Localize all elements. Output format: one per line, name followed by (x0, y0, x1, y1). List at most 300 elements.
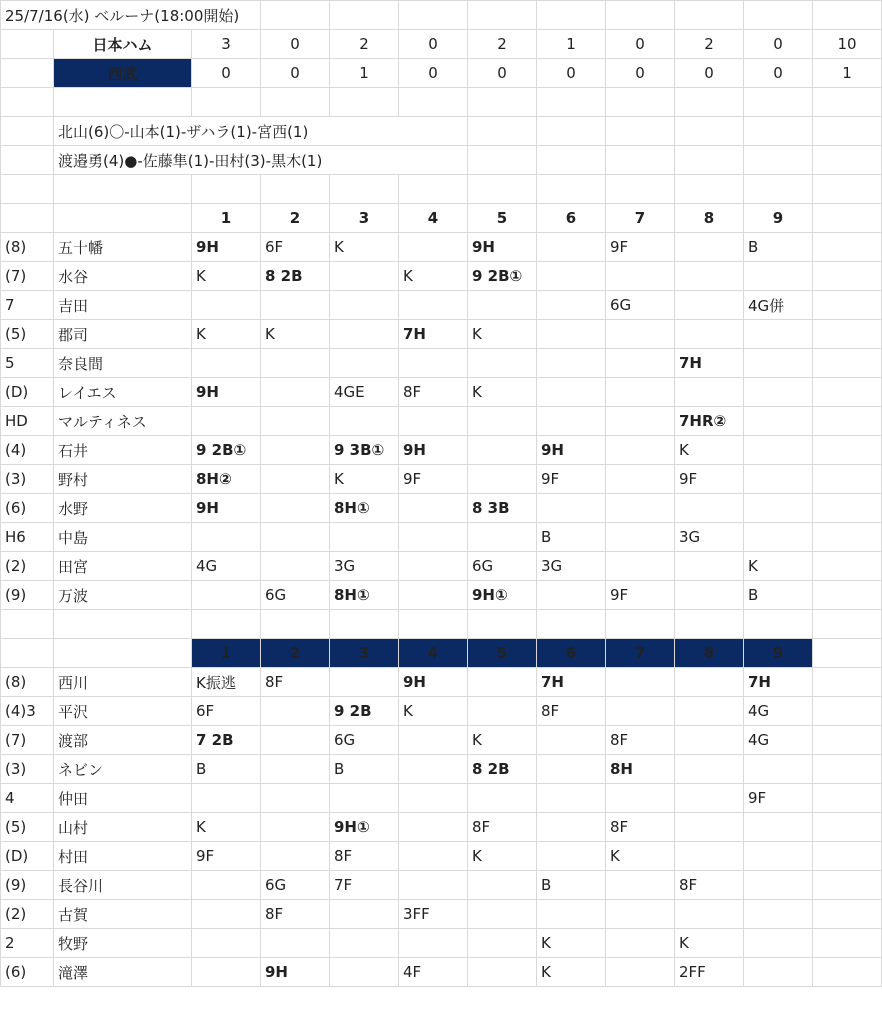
inning-number: 9 (744, 204, 813, 233)
empty-cell (813, 175, 882, 204)
inning-header-row (1, 639, 882, 668)
batter-row (1, 436, 882, 465)
at-bat-result (606, 900, 675, 929)
at-bat-result: 8F (261, 900, 330, 929)
at-bat-hit: 9 2B① (468, 262, 537, 291)
at-bat-result (537, 291, 606, 320)
at-bat-result (261, 755, 330, 784)
inning-number: 9 (744, 639, 813, 668)
batter-name: ネビン (54, 755, 192, 784)
at-bat-result (537, 813, 606, 842)
at-bat-result (192, 784, 261, 813)
at-bat-result (192, 958, 261, 987)
batter-position: (2) (1, 552, 54, 581)
batter-name: 山村 (54, 813, 192, 842)
at-bat-result: K (468, 320, 537, 349)
batter-position: (5) (1, 320, 54, 349)
empty-cell (468, 175, 537, 204)
at-bat-result (675, 291, 744, 320)
at-bat-result (675, 552, 744, 581)
at-bat-result (606, 378, 675, 407)
empty-cell (813, 88, 882, 117)
linescore-row (1, 30, 882, 59)
at-bat-result: 6G (468, 552, 537, 581)
at-bat-result: K (468, 842, 537, 871)
batter-row (1, 523, 882, 552)
at-bat-result (468, 465, 537, 494)
at-bat-result (675, 233, 744, 262)
at-bat-result: B (744, 233, 813, 262)
empty-cell (813, 871, 882, 900)
at-bat-result (468, 929, 537, 958)
at-bat-result: K (675, 929, 744, 958)
at-bat-result (399, 494, 468, 523)
at-bat-hit: 8 2B (468, 755, 537, 784)
at-bat-result (261, 697, 330, 726)
at-bat-result (744, 929, 813, 958)
inning-number: 3 (330, 639, 399, 668)
batter-position: (6) (1, 958, 54, 987)
empty-cell (813, 262, 882, 291)
at-bat-result (468, 900, 537, 929)
batter-name: 万波 (54, 581, 192, 610)
empty-cell (261, 1, 330, 30)
empty-cell (813, 958, 882, 987)
batter-position: (5) (1, 813, 54, 842)
at-bat-result: K (192, 813, 261, 842)
at-bat-result: K (192, 320, 261, 349)
empty-cell (537, 88, 606, 117)
at-bat-result (399, 233, 468, 262)
game-title: 25/7/16(水) ベルーナ(18:00開始) (1, 1, 261, 30)
at-bat-hit: 8H② (192, 465, 261, 494)
total-runs: 10 (813, 30, 882, 59)
at-bat-hit: 9H (537, 436, 606, 465)
at-bat-result (192, 929, 261, 958)
empty-cell (399, 1, 468, 30)
at-bat-result (537, 755, 606, 784)
at-bat-result (330, 900, 399, 929)
at-bat-result: 3G (537, 552, 606, 581)
empty-cell (54, 88, 192, 117)
at-bat-result (261, 494, 330, 523)
at-bat-result (261, 465, 330, 494)
inning-number: 5 (468, 639, 537, 668)
pitchers-row (1, 146, 882, 175)
inning-runs: 0 (192, 59, 261, 88)
at-bat-result (744, 407, 813, 436)
batter-name: 郡司 (54, 320, 192, 349)
at-bat-result (192, 291, 261, 320)
batter-position: (2) (1, 900, 54, 929)
inning-runs: 0 (399, 30, 468, 59)
empty-cell (330, 88, 399, 117)
at-bat-result (399, 726, 468, 755)
at-bat-result (744, 494, 813, 523)
at-bat-result: 4G (744, 726, 813, 755)
batter-name: 古賀 (54, 900, 192, 929)
at-bat-hit: 7HR② (675, 407, 744, 436)
empty-cell (261, 175, 330, 204)
empty-cell (813, 552, 882, 581)
at-bat-hit: 8H① (330, 494, 399, 523)
at-bat-hit: 9H (261, 958, 330, 987)
at-bat-result: 6G (261, 581, 330, 610)
at-bat-result (330, 320, 399, 349)
batter-position: HD (1, 407, 54, 436)
batter-row (1, 349, 882, 378)
at-bat-result (606, 262, 675, 291)
at-bat-result (744, 842, 813, 871)
at-bat-result (468, 407, 537, 436)
at-bat-result (261, 929, 330, 958)
empty-cell (192, 610, 261, 639)
at-bat-result (261, 291, 330, 320)
at-bat-result (744, 958, 813, 987)
at-bat-result (537, 842, 606, 871)
at-bat-result (606, 958, 675, 987)
inning-number: 6 (537, 639, 606, 668)
empty-cell (813, 291, 882, 320)
at-bat-result (261, 523, 330, 552)
batter-row (1, 494, 882, 523)
at-bat-result (675, 900, 744, 929)
empty-cell (813, 407, 882, 436)
at-bat-result (537, 262, 606, 291)
at-bat-result (606, 697, 675, 726)
batter-name: 平沢 (54, 697, 192, 726)
inning-runs: 3 (192, 30, 261, 59)
at-bat-hit: 9H (192, 494, 261, 523)
at-bat-result (261, 813, 330, 842)
empty-cell (1, 146, 54, 175)
at-bat-result: 4F (399, 958, 468, 987)
empty-cell (813, 842, 882, 871)
empty-cell (813, 900, 882, 929)
at-bat-result: K振逃 (192, 668, 261, 697)
at-bat-result (261, 436, 330, 465)
empty-cell (1, 610, 54, 639)
empty-cell (813, 697, 882, 726)
batter-row (1, 407, 882, 436)
empty-cell (468, 117, 537, 146)
empty-cell (675, 1, 744, 30)
at-bat-result (537, 494, 606, 523)
inning-runs: 2 (468, 30, 537, 59)
batter-row (1, 378, 882, 407)
at-bat-result: 6G (606, 291, 675, 320)
at-bat-hit: 9H (192, 378, 261, 407)
at-bat-result: 3G (330, 552, 399, 581)
batter-row (1, 465, 882, 494)
empty-cell (813, 813, 882, 842)
batter-position: (7) (1, 726, 54, 755)
at-bat-result: 6F (261, 233, 330, 262)
at-bat-result: 9F (399, 465, 468, 494)
at-bat-result (606, 871, 675, 900)
empty-cell (606, 88, 675, 117)
at-bat-result: 6G (261, 871, 330, 900)
empty-cell (261, 610, 330, 639)
at-bat-result: 8F (261, 668, 330, 697)
at-bat-result: K (468, 726, 537, 755)
at-bat-result (675, 581, 744, 610)
inning-number: 5 (468, 204, 537, 233)
at-bat-result (606, 465, 675, 494)
inning-runs: 2 (675, 30, 744, 59)
at-bat-result: 8F (330, 842, 399, 871)
at-bat-result (468, 668, 537, 697)
at-bat-result: 9F (744, 784, 813, 813)
pitchers-away: 渡邉勇(4)●-佐藤隼(1)-田村(3)-黒木(1) (54, 146, 468, 175)
at-bat-result (330, 349, 399, 378)
batter-position: (9) (1, 871, 54, 900)
empty-cell (813, 436, 882, 465)
at-bat-result (330, 291, 399, 320)
empty-cell (744, 1, 813, 30)
batter-position: H6 (1, 523, 54, 552)
empty-cell (1, 639, 54, 668)
batter-position: (8) (1, 233, 54, 262)
at-bat-result (468, 291, 537, 320)
at-bat-result (192, 407, 261, 436)
at-bat-result (675, 697, 744, 726)
empty-cell (813, 233, 882, 262)
empty-cell (744, 610, 813, 639)
at-bat-result: 9F (675, 465, 744, 494)
batter-name: マルティネス (54, 407, 192, 436)
at-bat-result (330, 668, 399, 697)
at-bat-result (330, 784, 399, 813)
batter-name: 水野 (54, 494, 192, 523)
linescore-row (1, 59, 882, 88)
empty-cell (330, 610, 399, 639)
batter-row (1, 552, 882, 581)
at-bat-result (399, 291, 468, 320)
batter-position: (4) (1, 436, 54, 465)
at-bat-result (330, 929, 399, 958)
at-bat-result (744, 320, 813, 349)
at-bat-result: 2FF (675, 958, 744, 987)
empty-cell (813, 349, 882, 378)
batter-name: 村田 (54, 842, 192, 871)
at-bat-result (606, 523, 675, 552)
batter-position: 2 (1, 929, 54, 958)
inning-runs: 0 (675, 59, 744, 88)
at-bat-result: 7F (330, 871, 399, 900)
at-bat-result (468, 958, 537, 987)
inning-runs: 0 (399, 59, 468, 88)
empty-cell (330, 1, 399, 30)
inning-number: 2 (261, 204, 330, 233)
inning-runs: 0 (261, 30, 330, 59)
inning-runs: 0 (744, 30, 813, 59)
inning-number: 1 (192, 639, 261, 668)
inning-number: 4 (399, 639, 468, 668)
empty-cell (813, 610, 882, 639)
at-bat-hit: 7 2B (192, 726, 261, 755)
inning-runs: 1 (330, 59, 399, 88)
at-bat-result (399, 813, 468, 842)
at-bat-result (399, 842, 468, 871)
at-bat-result (399, 407, 468, 436)
at-bat-result (330, 958, 399, 987)
at-bat-hit: 8 3B (468, 494, 537, 523)
at-bat-result (675, 813, 744, 842)
at-bat-hit: 7H (537, 668, 606, 697)
at-bat-result (537, 233, 606, 262)
empty-cell (813, 494, 882, 523)
batter-row (1, 900, 882, 929)
empty-cell (537, 175, 606, 204)
empty-cell (1, 175, 54, 204)
empty-cell (468, 146, 537, 175)
at-bat-result: B (537, 523, 606, 552)
empty-cell (606, 610, 675, 639)
at-bat-result (744, 813, 813, 842)
empty-cell (468, 1, 537, 30)
batter-name: 野村 (54, 465, 192, 494)
at-bat-result (744, 378, 813, 407)
empty-cell (54, 175, 192, 204)
batter-row (1, 697, 882, 726)
at-bat-hit: 9H (399, 668, 468, 697)
empty-cell (54, 610, 192, 639)
batter-name: 田宮 (54, 552, 192, 581)
batter-position: (D) (1, 378, 54, 407)
at-bat-result (399, 523, 468, 552)
at-bat-result (675, 755, 744, 784)
empty-cell (537, 146, 606, 175)
at-bat-result (399, 929, 468, 958)
at-bat-result: 9F (192, 842, 261, 871)
spacer-row (1, 88, 882, 117)
at-bat-result (468, 436, 537, 465)
at-bat-result: K (399, 262, 468, 291)
inning-runs: 0 (468, 59, 537, 88)
empty-cell (744, 146, 813, 175)
at-bat-result (399, 349, 468, 378)
at-bat-result (468, 523, 537, 552)
empty-cell (606, 175, 675, 204)
at-bat-result: 6F (192, 697, 261, 726)
at-bat-result: 3FF (399, 900, 468, 929)
at-bat-result (468, 784, 537, 813)
at-bat-result (192, 581, 261, 610)
at-bat-result (399, 552, 468, 581)
at-bat-hit: 7H (675, 349, 744, 378)
empty-cell (675, 117, 744, 146)
at-bat-hit: 9H (192, 233, 261, 262)
empty-cell (813, 204, 882, 233)
batter-name: 奈良間 (54, 349, 192, 378)
empty-cell (675, 88, 744, 117)
game-title-row (1, 1, 882, 30)
inning-number: 2 (261, 639, 330, 668)
at-bat-result (537, 784, 606, 813)
empty-cell (399, 175, 468, 204)
empty-cell (1, 117, 54, 146)
at-bat-result (330, 262, 399, 291)
batter-position: (6) (1, 494, 54, 523)
empty-cell (192, 88, 261, 117)
empty-cell (813, 784, 882, 813)
at-bat-result: B (330, 755, 399, 784)
empty-cell (468, 610, 537, 639)
inning-runs: 0 (261, 59, 330, 88)
empty-cell (813, 465, 882, 494)
at-bat-result: K (330, 233, 399, 262)
at-bat-hit: 7H (399, 320, 468, 349)
spacer-row (1, 175, 882, 204)
batter-row (1, 755, 882, 784)
at-bat-result (537, 407, 606, 436)
at-bat-result (399, 581, 468, 610)
at-bat-result (744, 349, 813, 378)
batter-position: (3) (1, 755, 54, 784)
batter-row (1, 320, 882, 349)
batter-name: 牧野 (54, 929, 192, 958)
empty-cell (606, 146, 675, 175)
at-bat-result (606, 784, 675, 813)
empty-cell (813, 117, 882, 146)
empty-cell (813, 668, 882, 697)
inning-number: 7 (606, 639, 675, 668)
batter-name: 五十幡 (54, 233, 192, 262)
at-bat-result (261, 784, 330, 813)
at-bat-result: 8F (399, 378, 468, 407)
at-bat-result: 8F (537, 697, 606, 726)
batter-name: 中島 (54, 523, 192, 552)
at-bat-result (192, 349, 261, 378)
empty-cell (192, 175, 261, 204)
empty-cell (813, 755, 882, 784)
empty-cell (813, 726, 882, 755)
at-bat-result (261, 349, 330, 378)
inning-runs: 0 (744, 59, 813, 88)
at-bat-result: K (537, 929, 606, 958)
at-bat-hit: 9 2B① (192, 436, 261, 465)
batter-position: 4 (1, 784, 54, 813)
empty-cell (537, 117, 606, 146)
at-bat-result (606, 929, 675, 958)
at-bat-result (606, 407, 675, 436)
at-bat-result (606, 552, 675, 581)
batter-row (1, 929, 882, 958)
at-bat-result: 6G (330, 726, 399, 755)
at-bat-result (675, 668, 744, 697)
at-bat-result (744, 755, 813, 784)
batter-row (1, 291, 882, 320)
empty-cell (606, 117, 675, 146)
empty-cell (813, 581, 882, 610)
empty-cell (606, 1, 675, 30)
at-bat-hit: 8H① (330, 581, 399, 610)
batter-position: (8) (1, 668, 54, 697)
empty-cell (1, 88, 54, 117)
batter-name: 渡部 (54, 726, 192, 755)
pitchers-row (1, 117, 882, 146)
at-bat-hit: 8H (606, 755, 675, 784)
empty-cell (675, 610, 744, 639)
at-bat-result (744, 436, 813, 465)
empty-cell (399, 610, 468, 639)
empty-cell (54, 639, 192, 668)
at-bat-result: K (744, 552, 813, 581)
batter-name: 水谷 (54, 262, 192, 291)
at-bat-result (261, 378, 330, 407)
at-bat-result: K (192, 262, 261, 291)
